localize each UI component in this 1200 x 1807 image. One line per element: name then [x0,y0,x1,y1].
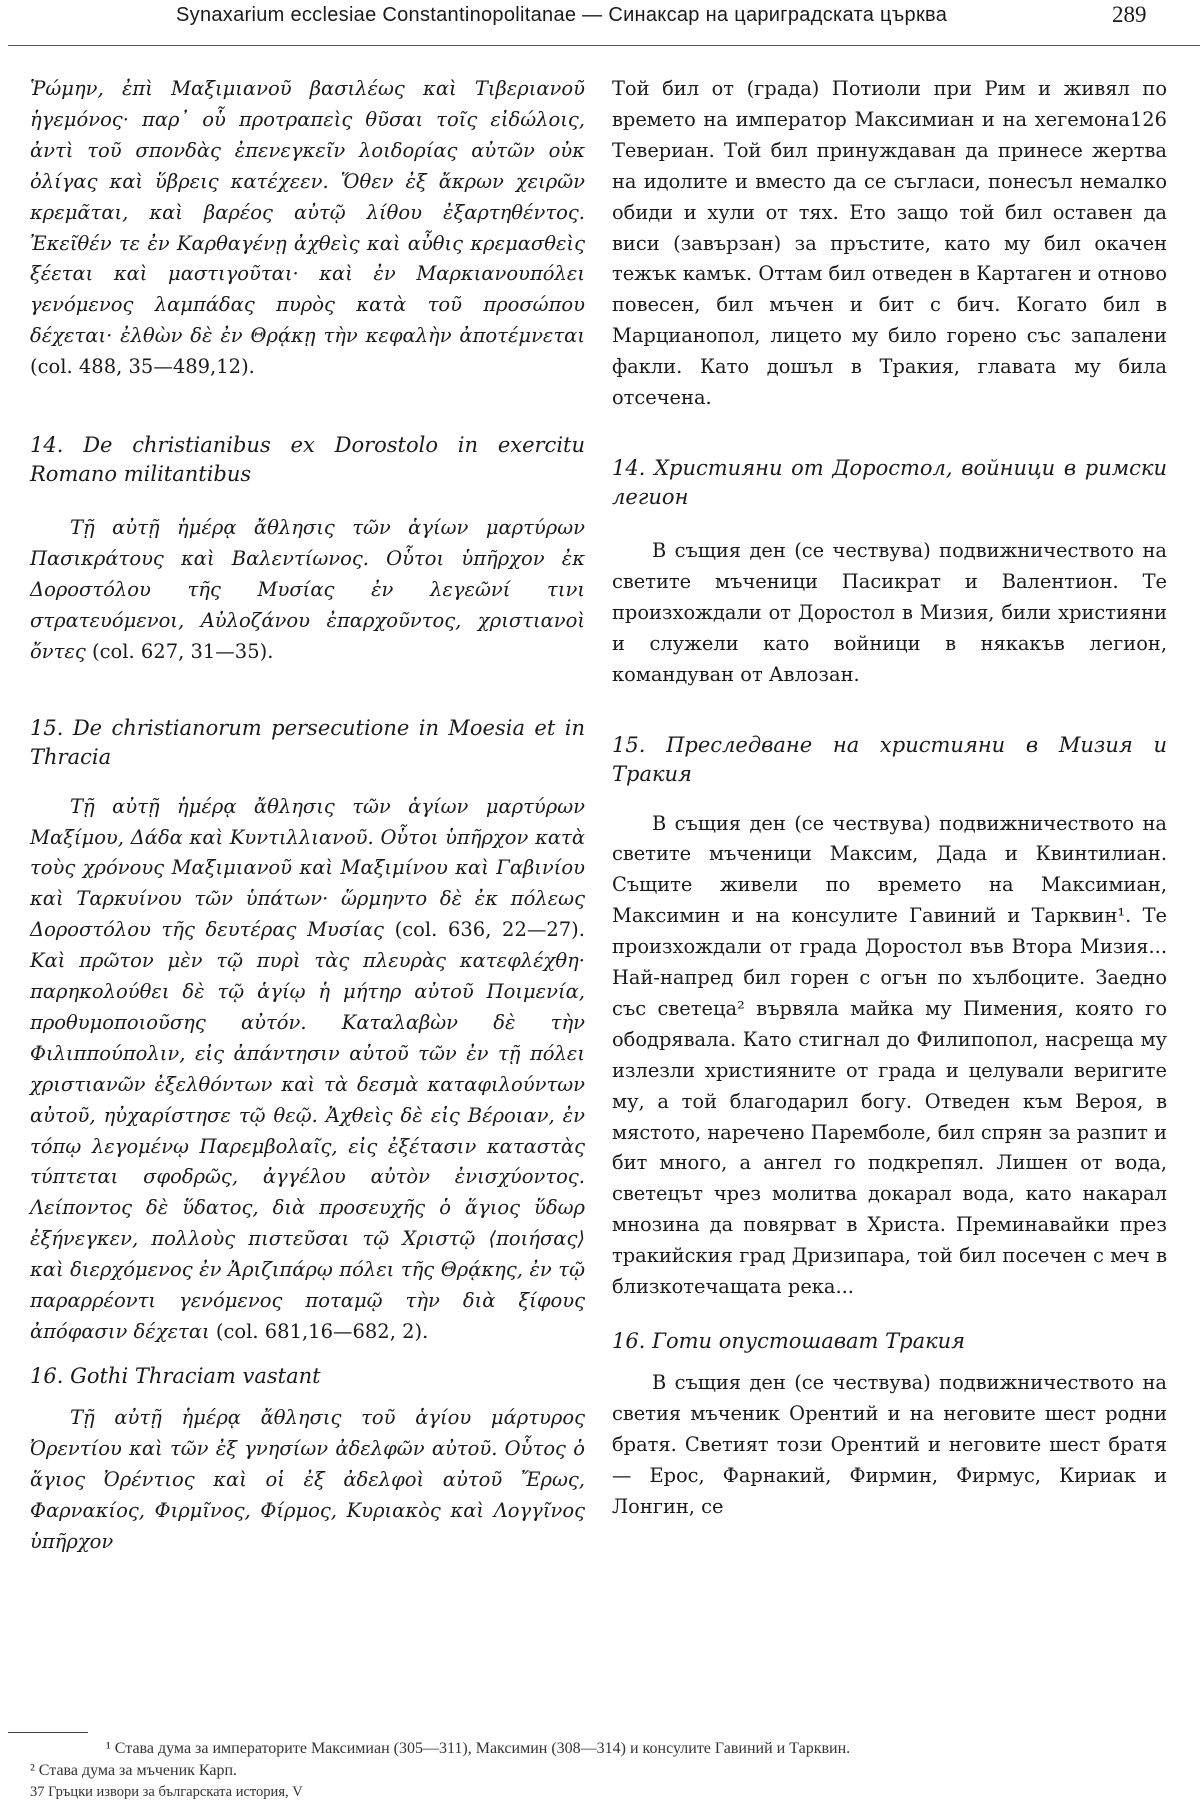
bulgarian-column [612,74,1167,1523]
section-15-title-latin: 15. De christianorum persecutione in Moesia et in Thracia [30,715,585,769]
section-14-title-bulgarian: 14. Християни от Доростол, войници в римски легион [612,455,1167,509]
section-15-title-bulgarian: 15. Преследване на християни в Мизия и Тракия [612,732,1167,786]
citation: (col. 681,16—682, 2). [209,1320,429,1343]
page-header [0,0,1200,48]
citation: (col. 488, 35—489,12). [30,355,255,379]
section-16-bulgarian-text: В същия ден (се чествува) подвижничеството на светия мъченик Орентий и на неговите шест родни братя. Светият този Орентий и неговите шест братя — Ерос, Фарнакий, Фирмин, Фирмус, Кириак и Лонгин, се [612,1371,1167,1518]
section-14-title-latin: 14. De christianibus ex Dorostolo in exercitu Romano militantibus [30,433,585,487]
section-16-title-bulgarian: 16. Готи опустошават Тракия [612,1329,966,1353]
header-rule [8,45,1200,46]
running-title: Synaxarium ecclesiae Constantinopolitanae — Синаксар на цариградската църква [176,4,948,26]
footnote-rule [8,1732,88,1733]
greek-column [30,74,585,1557]
section-15-greek-text: Τῇ αὐτῇ ἡμέρᾳ ἄθλησις τῶν ἁγίων μαρτύρων Μαξίμου, Δάδα καὶ Κυντιλλιανοῦ. Οὗτοι ὑπῆρχον κατὰ τοὺς χρόνους Μαξιμιανοῦ καὶ Μαξιμίνου καὶ Γαβινίου καὶ Ταρκυίνου τῶν ὑπάτων· ὥρμηντο δὲ ἐκ πόλεως Δοροστόλου τῆς δευτέρας Μυσίας (col. 636, 22—27). Καὶ πρῶτον μὲν τῷ πυρὶ τὰς πλευρὰς κατεφλέχθη· παρηκολούθει δὲ τῷ ἁγίῳ ἡ μήτηρ αὐτοῦ Ποιμενία, προθυμοποιοῦσης αὐτόν. Καταλαβὼν δὲ τὴν Φιλιππούπολιν, εἰς ἀπάντησιν αὐτοῦ τῶν ἐν τῇ πόλει χριστιανῶν ἐξελθόντων καὶ τὰ δεσμὰ καταφιλούντων αὐτοῦ, ηὐχαρίστησε τῷ θεῷ. Ἀχθεὶς δὲ εἰς Βέροιαν, ἐν τόπῳ λεγομένῳ Παρεμβολαῖς, εἰς ἐξέτασιν καταστὰς τύπτεται σφοδρῶς, ἀγγέλου αὐτὸν ἐνισχύοντος. Λείποντος δὲ ὕδατος, διὰ προσευχῆς ὁ ἅγιος ὕδωρ ἐξήνεγκεν, πολλοὺς πιστεῦσαι τῷ Χριστῷ ⟨ποιήσας⟩ καὶ διερχόμενος ἐν Ἀριζιπάρῳ πόλει τῆς Θρᾴκης, ἐν τῷ παραρρέοντι γενόμενος ποταμῷ τὴν διὰ ξίφους ἀπόφασιν δέχεται (col. 681,16—682, 2). [30,794,585,1343]
footnote-1: ¹ Става дума за императорите Максимиан (305—311), Максимин (308—314) и консулите Гавиний и Тарквин. [106,1740,851,1757]
section-16-title-latin: 16. Gothi Thraciam vastant [30,1363,321,1388]
section-14-bulgarian-text: В същия ден (се чествува) подвижничеството на светите мъченици Пасикрат и Валентион. Те произхождали от Доростол в Мизия, били християни и служели като войници в някакъв легион, командуван от Авлозан. [612,538,1167,686]
citation: (col. 627, 31—35). [85,639,274,663]
footnotes [30,1738,1190,1782]
bulgarian-intro: Той бил от (града) Потиоли при Рим и живял по времето на император Максимиан и на хегемона126 Тевериан. Той бил принуждаван да принесе жертва на идолите и вместо да се съгласи, понесъл немалко обиди и хули от тях. Ето защо той бил оставен да виси (завързан) за пръстите, като му бил окачен тежък камък. Оттам бил отведен в Картаген и отново повесен, бил мъчен и бит с бич. Когато бил в Марцианопол, лицето му било горено със запалени факли. Като дошъл в Тракия, главата му била отсечена. [612,77,1167,410]
greek-intro: Ῥώμην, ἐπὶ Μαξιμιανοῦ βασιλέως καὶ Τιβεριανοῦ ἡγεμόνος· παρ᾽ οὗ προτραπεὶς θῦσαι τοῖς εἰδώλοις, ἀντὶ τοῦ σπονδὰς ἐπενεγκεῖν λοιδορίας αὐτῶν οὐκ ὀλίγας καὶ ὕβρεις κατέχεεν. Ὅθεν ἐξ ἄκρων χειρῶν κρεμᾶται, καὶ βαρέος αὐτῷ λίθου ἐξαρτηθέντος. Ἐκεῖθέν τε ἐν Καρθαγένῃ ἀχθεὶς καὶ αὖθις κρεμασθεὶς ξέεται καὶ μαστιγοῦται· καὶ ἐν Μαρκιανουπόλει γενόμενος λαμπάδας πυρὸς κατὰ τοῦ προσώπου δέχεται· ἐλθὼν δὲ ἐν Θρᾴκῃ τὴν κεφαλὴν ἀποτέμνεται (col. 488, 35—489,12). [30,77,585,379]
citation: (col. 636, 22—27). [383,918,585,942]
section-16-greek-text: Τῇ αὐτῇ ἡμέρᾳ ἄθλησις τοῦ ἁγίου μάρτυρος Ὀρεντίου καὶ τῶν ἐξ γνησίων ἀδελφῶν αὐτοῦ. Οὗτος ὁ ἅγιος Ὀρέντιος καὶ οἱ ἐξ ἀδελφοὶ αὐτοῦ Ἔρως, Φαρνακίος, Φιρμῖνος, Φίρμος, Κυριακὸς καὶ Λογγῖνος ὑπῆρχον [30,1405,585,1553]
section-15-bulgarian-text: В същия ден (се чествува) подвижничеството на светите мъченици Максим, Дада и Квинтилиан. Същите живели по времето на Максимиан, Максимин и на консулите Гавиний и Тарквин¹. Те произхождали от града Доростол във Втора Мизия... Най-напред бил горен с огън по хълбоците. Заедно със светеца² вървяла майка му Пимения, която го ободрявала. Като стигнал до Филипопол, насреща му излезли християните от града и целували веригите му, а той благодарил богу. Отведен към Вероя, в мястото, наречено Паремболе, бил спрян за разпит и бит много, а ангел го подкрепял. Лишен от вода, светецът чрез молитва докарал вода, като накарал мнозина да повярват в Христа. Преминавайки през тракийския град Дризипара, той бил посечен с меч в близкотечащата река... [612,811,1167,1299]
printer-signature: 37 Гръцки извори за българската история, V [30,1784,303,1800]
page-number: 289 [1112,2,1147,27]
section-14-greek-text: Τῇ αὐτῇ ἡμέρᾳ ἄθλησις τῶν ἁγίων μαρτύρων Πασικράτους καὶ Βαλεντίωνος. Οὗτοι ὑπῆρχον ἐκ Δοροστόλου τῆς Μυσίας ἐν λεγεῶνί τινι στρατευόμενοι, Αὐλοζάνου ἐπαρχοῦντος, χριστιανοὶ ὄντες (col. 627, 31—35). [30,516,585,663]
footnote-2: ² Става дума за мъченик Карп. [30,1762,238,1779]
